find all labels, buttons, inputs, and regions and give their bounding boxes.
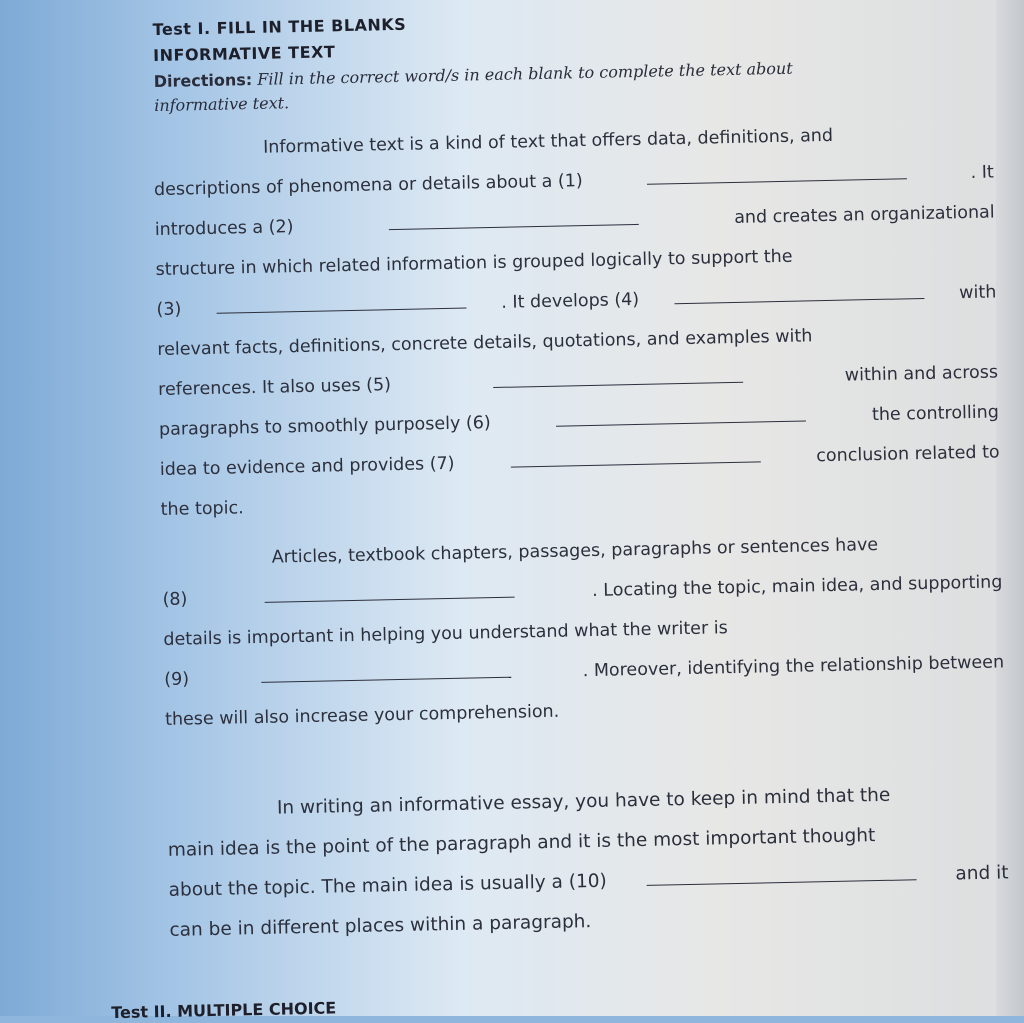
p2-line-1-text: Articles, textbook chapters, passages, paragraphs or sentences have: [271, 534, 879, 568]
p1-line-9-text: idea to evidence and provides (7): [159, 453, 455, 481]
p1-line-3-text: introduces a (2): [154, 217, 294, 241]
p1-line-1-text: Informative text is a kind of text that offers data, definitions, and: [262, 125, 834, 158]
blank-8[interactable]: [265, 583, 515, 603]
blank-7[interactable]: [510, 447, 760, 467]
p3-line-2: [168, 822, 1008, 861]
blank-9[interactable]: [261, 663, 511, 683]
directions-label: Directions:: [153, 69, 253, 92]
blank-1[interactable]: [647, 164, 907, 184]
blank-10[interactable]: [646, 865, 916, 886]
p1-line-6-text: relevant facts, definitions, concrete details, quotations, and examples with: [157, 326, 813, 361]
directions-text-2: informative text.: [154, 93, 290, 116]
p1-line-1: [263, 122, 993, 157]
p2-line-3: [163, 612, 1003, 650]
p1-line-9: [160, 442, 1000, 480]
next-test-heading: Test II. MULTIPLE CHOICE: [111, 998, 337, 1023]
p1-line-7-text: references. It also uses (5): [157, 375, 392, 401]
p2-line-3-text: details is important in helping you understand what the writer is: [163, 618, 728, 650]
p1-line-10-text: the topic.: [160, 498, 244, 521]
p1-line-5-end: with: [958, 282, 997, 304]
p1-line-4: [155, 242, 995, 280]
p3-line-4-text: can be in different places within a paragraph.: [169, 911, 592, 941]
p1-line-4-text: structure in which related information is grouped logically to support the: [155, 246, 793, 281]
p1-line-5: [156, 282, 996, 320]
blank-5[interactable]: [493, 368, 743, 388]
p1-line-2-text: descriptions of phenomena or details about a (1): [153, 171, 583, 201]
blank-4[interactable]: [674, 284, 924, 304]
paragraph-locating-main-idea: [161, 520, 1005, 730]
p2-line-4-num: (9): [164, 669, 190, 690]
p2-line-2-num: (8): [162, 589, 188, 610]
p3-line-1-text: In writing an informative essay, you have to keep in mind that the: [276, 784, 891, 819]
worksheet: [60, 0, 1024, 1023]
p1-line-2: [154, 162, 994, 200]
p1-line-5-num: (3): [156, 299, 182, 321]
p2-line-4-end: . Moreover, identifying the relationship between: [582, 652, 1005, 682]
p2-line-4: [164, 652, 1004, 690]
p3-line-1: [277, 782, 1007, 818]
p1-line-7-end: within and across: [844, 362, 999, 386]
p2-line-2-end: . Locating the topic, main idea, and supporting: [591, 572, 1003, 601]
p1-line-7: [158, 362, 998, 400]
p2-line-2: [162, 572, 1002, 610]
directions-continued: [154, 93, 289, 115]
p1-line-8-text: paragraphs to smoothly purposely (6): [158, 413, 491, 441]
paragraph-informative-text: [153, 110, 1000, 521]
p3-line-3-text: about the topic. The main idea is usually a (10): [168, 870, 607, 901]
p1-line-10: [160, 482, 1000, 520]
p3-line-4: [169, 902, 1009, 941]
p1-line-2-end: . It: [970, 162, 995, 183]
p1-line-6: [157, 322, 997, 360]
blank-2[interactable]: [389, 210, 639, 230]
directions-text: Fill in the correct word/s in each blank to complete the text about: [257, 58, 793, 89]
p3-line-3: [168, 862, 1008, 901]
directions: [154, 59, 793, 91]
p1-line-3: [155, 202, 995, 240]
p3-line-3-end: and it: [955, 862, 1009, 885]
blank-6[interactable]: [556, 406, 806, 426]
p1-line-8-end: the controlling: [871, 402, 1000, 426]
p2-line-5: [165, 692, 1005, 730]
p1-line-5-mid: . It develops (4): [501, 289, 640, 313]
p2-line-5-text: these will also increase your comprehension.: [164, 701, 560, 730]
p1-line-3-end: and creates an organizational: [734, 202, 995, 228]
paragraph-informative-essay: [167, 770, 1009, 941]
blank-3[interactable]: [216, 294, 466, 314]
p1-line-9-end: conclusion related to: [816, 442, 1000, 467]
test-subtitle: INFORMATIVE TEXT: [152, 42, 336, 66]
p2-line-1: [272, 532, 1002, 567]
p3-line-2-text: main idea is the point of the paragraph and it is the most important thought: [167, 825, 876, 861]
p1-line-8: [159, 402, 999, 440]
test-title: Test I. FILL IN THE BLANKS: [152, 14, 407, 40]
